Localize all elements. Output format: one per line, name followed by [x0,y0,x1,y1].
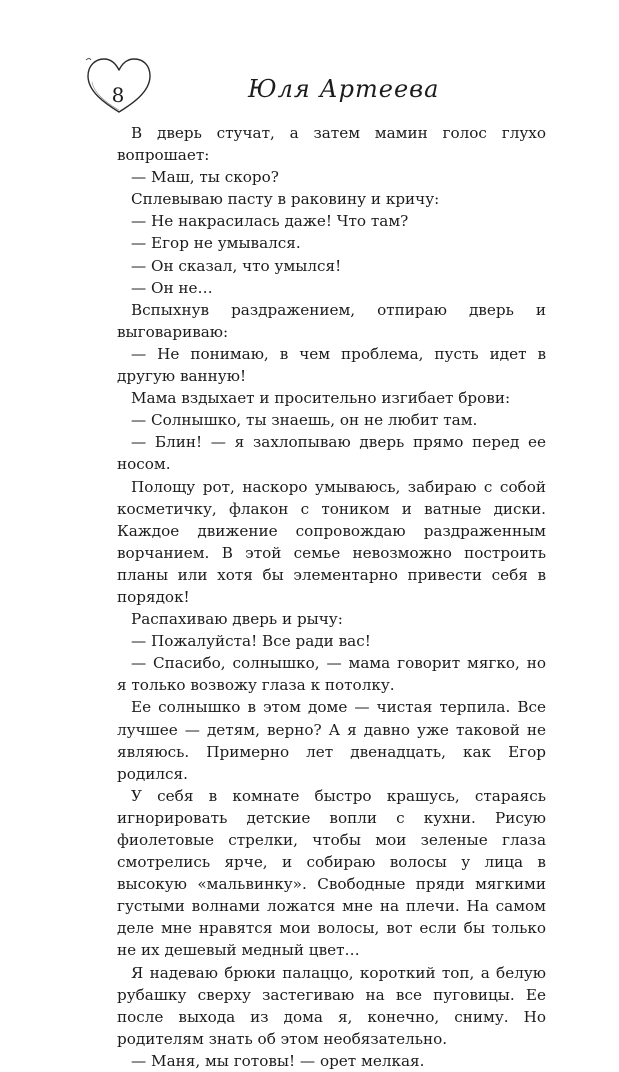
paragraph: — Егор не умывался. [131,234,301,253]
body-text [117,122,546,1072]
page-number: 8 [111,83,125,107]
paragraph: Мама вздыхает и просительно изгибает брови: [131,389,511,408]
paragraph: Полощу рот, наскоро умываюсь, забираю с собой косметичку, флакон с тоником и ватные диски. Каждое движение сопровождаю раздраженным ворчанием. В этой семье невозможно построить планы или хотя бы элементарно привести себя в порядок! [117,477,546,606]
paragraph: — Не понимаю, в чем проблема, пусть идет в другую ванную! [117,344,546,386]
paragraph: У себя в комнате быстро крашусь, стараясь игнорировать детские вопли с кухни. Рисую фиолетовые стрелки, чтобы мои зеленые глаза смотрелись ярче, и собираю волосы у лица в высокую «мальвинку». Свободные пряди мягкими густыми волнами ложатся мне на плечи. На самом деле мне нравятся мои волосы, вот если бы только не их дешевый медный цвет… [117,786,546,960]
paragraph: Вспыхнув раздражением, отпираю дверь и выговариваю: [117,300,546,341]
paragraph: — Не накрасилась даже! Что там? [131,212,409,231]
paragraph: — Солнышко, ты знаешь, он не любит там. [131,411,478,430]
paragraph: Сплевываю пасту в раковину и кричу: [131,190,440,209]
paragraph: — Он сказал, что умылся! [131,256,342,275]
paragraph: — Блин! — я захлопываю дверь прямо перед ее носом. [117,433,546,474]
paragraph: Ее солнышко в этом доме — чистая терпила. Все лучшее — детям, верно? А я давно уже таковой не являюсь. Примерно лет двенадцать, как Егор родился. [117,698,546,783]
running-head-author: Юля Артеева [248,75,440,103]
page-header [0,0,619,130]
paragraph: В дверь стучат, а затем мамин голос глухо вопрошает: [117,124,546,165]
paragraph: — Спасибо, солнышко, — мама говорит мягко, но я только возвожу глаза к потолку. [117,654,546,695]
paragraph: Распахиваю дверь и рычу: [131,610,343,629]
paragraph: — Пожалуйста! Все ради вас! [131,632,371,651]
paragraph: — Маш, ты скоро? [131,168,279,187]
paragraph: — Он не… [131,278,213,297]
paragraph: Я надеваю брюки палаццо, короткий топ, а белую рубашку сверху застегиваю на все пуговицы. Ее после выхода из дома я, конечно, сниму. Но родителям знать об этом необязательно. [117,963,546,1048]
paragraph: — Маня, мы готовы! — орет мелкая. [131,1051,425,1070]
